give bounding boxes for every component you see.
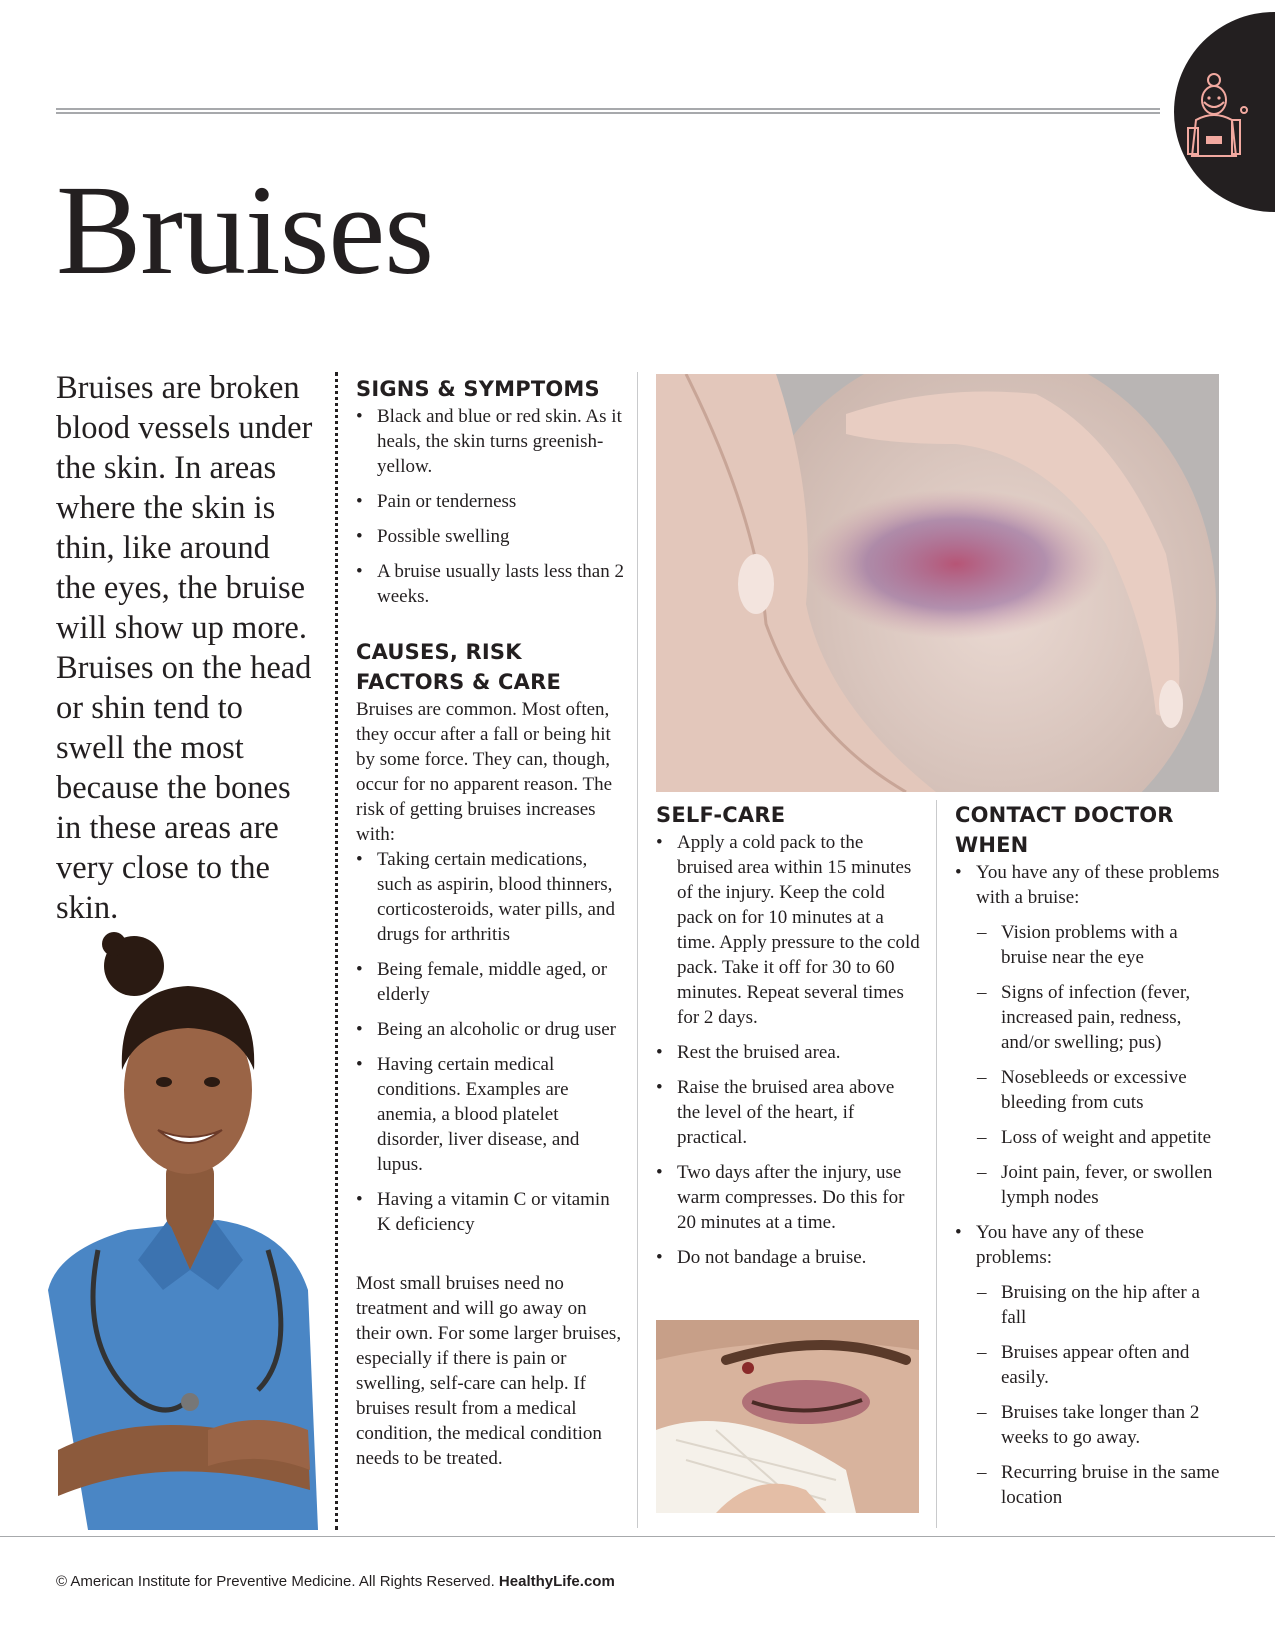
list-item: • Possible swelling bbox=[356, 524, 626, 549]
list-item: • Pain or tenderness bbox=[356, 489, 626, 514]
signs-list bbox=[356, 404, 626, 609]
causes-closing: Most small bruises need no treatment and will go away on their own. For some larger bruises, especially if there is pain or swelling, self-care can help. If bruises result from a medical condition, the medical condition needs to be treated. bbox=[356, 1273, 622, 1469]
list-item: • You have any of these problems: bbox=[955, 1220, 1223, 1270]
causes-list bbox=[356, 847, 626, 1237]
site-link[interactable]: HealthyLife.com bbox=[498, 1573, 615, 1590]
list-item: • Rest the bruised area. bbox=[656, 1040, 922, 1065]
list-item: – Bruising on the hip after a fall bbox=[955, 1280, 1223, 1330]
list-item: • Apply a cold pack to the bruised area within 15 minutes of the injury. Keep the cold pack on for 10 minutes at a time. Apply pressure to the cold pack. Take it off for 30 to 60 minutes. Repeat several times for 2 days. bbox=[656, 830, 922, 1030]
intro-text: Bruises are broken blood vessels under the skin. In areas where the skin is thin, like around the eyes, the bruise will show up more. Bruises on the head or shin tend to swell the most because the bones in these areas are very close to the skin. bbox=[56, 370, 313, 926]
list-item: • Black and blue or red skin. As it heals, the skin turns greenish-yellow. bbox=[356, 404, 626, 479]
list-item: • Having certain medical conditions. Examples are anemia, a blood platelet disorder, liver disease, and lupus. bbox=[356, 1052, 626, 1177]
list-item: • Taking certain medications, such as aspirin, blood thinners, corticosteroids, water pills, and drugs for arthritis bbox=[356, 847, 626, 947]
list-item: • Being an alcoholic or drug user bbox=[356, 1017, 626, 1042]
causes-text: Bruises are common. Most often, they occur after a fall or being hit by some force. They can, though, occur for no apparent reason. The risk of getting bruises increases with: bbox=[356, 699, 613, 845]
page-title: Bruises bbox=[56, 159, 433, 301]
copyright-text: © American Institute for Preventive Medicine. All Rights Reserved. bbox=[56, 1573, 495, 1590]
self-care-heading: SELF-CARE bbox=[656, 803, 786, 827]
causes-heading: CAUSES, RISK FACTORS & CARE bbox=[356, 640, 561, 694]
footer-rule bbox=[0, 1536, 1275, 1537]
column-divider-dotted bbox=[335, 372, 338, 1530]
bruised-knee-photo bbox=[656, 374, 1219, 792]
list-item: – Joint pain, fever, or swollen lymph nodes bbox=[955, 1160, 1223, 1210]
list-item: • Two days after the injury, use warm compresses. Do this for 20 minutes at a time. bbox=[656, 1160, 922, 1235]
list-item: – Bruises take longer than 2 weeks to go away. bbox=[955, 1400, 1223, 1450]
list-item: • You have any of these problems with a bruise: bbox=[955, 860, 1223, 910]
list-item: – Nosebleeds or excessive bleeding from cuts bbox=[955, 1065, 1223, 1115]
list-item: • Being female, middle aged, or elderly bbox=[356, 957, 626, 1007]
list-item: – Recurring bruise in the same location bbox=[955, 1460, 1223, 1510]
list-item: – Loss of weight and appetite bbox=[955, 1125, 1223, 1150]
list-item: • A bruise usually lasts less than 2 weeks. bbox=[356, 559, 626, 609]
list-item: • Do not bandage a bruise. bbox=[656, 1245, 922, 1270]
self-care-list bbox=[656, 830, 922, 1270]
logo-badge bbox=[1174, 12, 1275, 212]
self-care-column bbox=[656, 800, 922, 1280]
list-item: – Signs of infection (fever, increased pain, redness, and/or swelling; pus) bbox=[955, 980, 1223, 1055]
column-divider bbox=[637, 372, 638, 1528]
doctor-list bbox=[955, 860, 1223, 1510]
healthy-life-woman-icon bbox=[1186, 70, 1248, 160]
list-item: – Bruises appear often and easily. bbox=[955, 1340, 1223, 1390]
footer bbox=[56, 1573, 615, 1590]
contact-doctor-heading: CONTACT DOCTOR WHEN bbox=[955, 803, 1174, 857]
signs-and-causes-column bbox=[356, 374, 626, 1471]
header-rule bbox=[56, 108, 1160, 114]
list-item: – Vision problems with a bruise near the eye bbox=[955, 920, 1223, 970]
list-item: • Raise the bruised area above the level of the heart, if practical. bbox=[656, 1075, 922, 1150]
column-divider bbox=[936, 800, 937, 1528]
black-eye-photo bbox=[656, 1320, 919, 1513]
list-item: • Having a vitamin C or vitamin K deficiency bbox=[356, 1187, 626, 1237]
nurse-photo bbox=[18, 930, 326, 1536]
contact-doctor-column bbox=[955, 800, 1223, 1520]
signs-heading: SIGNS & SYMPTOMS bbox=[356, 377, 600, 401]
